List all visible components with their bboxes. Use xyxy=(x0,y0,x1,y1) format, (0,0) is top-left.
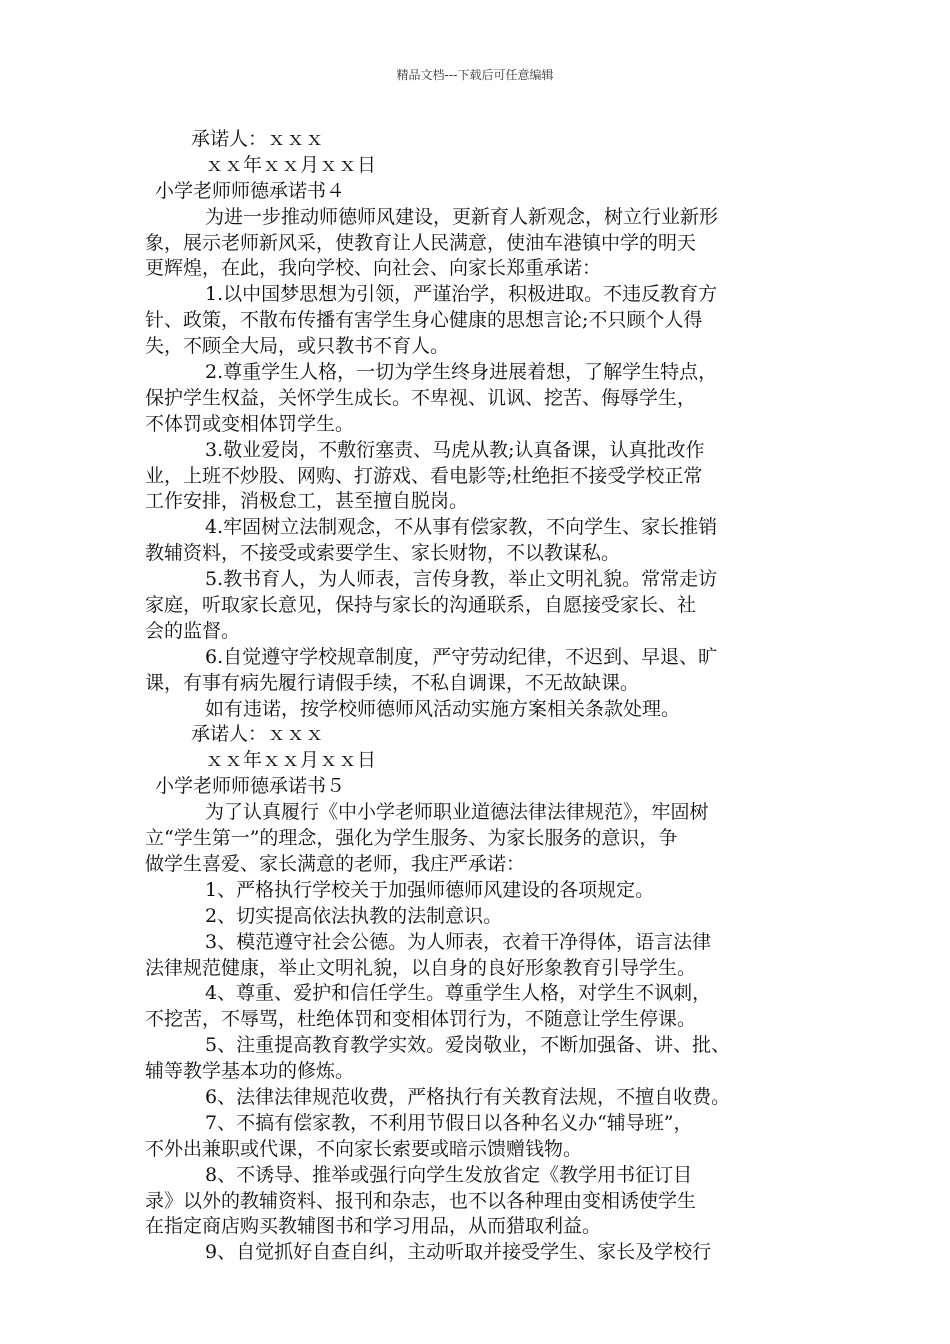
list-item-line: 5、注重提高教育教学实效。爱岗敬业，不断加强备、讲、批、 xyxy=(205,1034,731,1057)
paragraph-line: 辅等教学基本功的修炼。 xyxy=(145,1060,355,1083)
list-item-line: 4、尊重、爱护和信任学生。尊重学生人格，对学生不讽刺， xyxy=(205,982,712,1005)
paragraph-line: 会的监督。 xyxy=(145,619,241,642)
list-item-line: 4.牢固树立法制观念，不从事有偿家教，不向学生、家长推销 xyxy=(205,516,718,539)
list-item-line: 6、法律法律规范收费，严格执行有关教育法规，不擅自收费。 xyxy=(205,1085,731,1108)
list-item-line: 2.尊重学生人格，一切为学生终身进展着想，了解学生特点， xyxy=(205,361,718,384)
paragraph-line: 课，有事有病先履行请假手续，不私自调课，不无故缺课。 xyxy=(145,671,640,694)
paragraph-line: 做学生喜爱、家长满意的老师，我庄严承诺： xyxy=(145,852,526,875)
signer-line: 承诺人：ｘｘｘ xyxy=(191,723,325,746)
paragraph-line: 教辅资料，不接受或索要学生、家长财物，不以教谋私。 xyxy=(145,542,621,565)
paragraph-line: 家庭，听取家长意见，保持与家长的沟通联系，自愿接受家长、社 xyxy=(145,594,697,617)
paragraph-line: 业，上班不炒股、网购、打游戏、看电影等;杜绝拒不接受学校正常 xyxy=(145,464,703,487)
list-item-line: 1.以中国梦思想为引领，严谨治学，积极进取。不违反教育方 xyxy=(205,283,718,306)
list-item-line: 1、严格执行学校关于加强师德师风建设的各项规定。 xyxy=(205,878,655,901)
list-item-line: 7、不搞有偿家教，不利用节假日以各种名义办“辅导班”， xyxy=(205,1111,693,1134)
date-line: ｘｘ年ｘｘ月ｘｘ日 xyxy=(205,153,377,176)
paragraph-line: 为进一步推动师德师风建设，更新育人新观念，树立行业新形 xyxy=(205,205,719,228)
paragraph-line: 为了认真履行《中小学老师职业道德法律法律规范》，牢固树 xyxy=(205,801,709,824)
paragraph-line: 更辉煌，在此，我向学校、向社会、向家长郑重承诺： xyxy=(145,257,602,280)
paragraph-line: 象，展示老师新风采，使教育让人民满意，使油车港镇中学的明天 xyxy=(145,231,697,254)
document-body xyxy=(145,127,825,1266)
paragraph-line: 不挖苦，不辱骂，杜绝体罚和变相体罚行为，不随意让学生停课。 xyxy=(145,1008,697,1031)
list-item-line: 3、模范遵守社会公德。为人师表，衣着干净得体，语言法律 xyxy=(205,930,712,953)
list-item-line: 9、自觉抓好自查自纠，主动听取并接受学生、家长及学校行 xyxy=(205,1241,712,1264)
section-title: 小学老师师德承诺书５ xyxy=(155,775,346,798)
paragraph-line: 法律规范健康，举止文明礼貌，以自身的良好形象教育引导学生。 xyxy=(145,956,697,979)
paragraph-line: 保护学生权益，关怀学生成长。不卑视、讥讽、挖苦、侮辱学生， xyxy=(145,386,697,409)
list-item-line: 8、不诱导、推举或强行向学生发放省定《教学用书征订目 xyxy=(205,1163,693,1186)
date-line: ｘｘ年ｘｘ月ｘｘ日 xyxy=(205,749,377,772)
paragraph-line: 针、政策，不散布传播有害学生身心健康的思想言论;不只顾个人得 xyxy=(145,309,703,332)
page-header: 精品文档---下载后可任意编辑 xyxy=(396,68,554,82)
list-item-line: 3.敬业爱岗，不敷衍塞责、马虎从教;认真备课，认真批改作 xyxy=(205,438,705,461)
paragraph-line: 工作安排，消极怠工，甚至擅自脱岗。 xyxy=(145,490,469,513)
paragraph-line: 失，不顾全大局，或只教书不育人。 xyxy=(145,335,450,358)
signer-line: 承诺人：ｘｘｘ xyxy=(191,128,325,150)
list-item-line: 6.自觉遵守学校规章制度，严守劳动纪律，不迟到、早退、旷 xyxy=(205,645,718,668)
paragraph-line: 如有违诺，按学校师德师风活动实施方案相关条款处理。 xyxy=(205,697,681,720)
paragraph-line: 在指定商店购买教辅图书和学习用品，从而猎取利益。 xyxy=(145,1215,602,1238)
paragraph-line: 立“学生第一”的理念，强化为学生服务、为家长服务的意识，争 xyxy=(145,827,678,850)
list-item-line: 5.教书育人，为人师表，言传身教，举止文明礼貌。常常走访 xyxy=(205,568,718,591)
paragraph-line: 不体罚或变相体罚学生。 xyxy=(145,412,355,435)
section-title: 小学老师师德承诺书４ xyxy=(155,179,346,202)
paragraph-line: 录》以外的教辅资料、报刊和杂志，也不以各种理由变相诱使学生 xyxy=(145,1189,697,1212)
paragraph-line: 不外出兼职或代课，不向家长索要或暗示馈赠钱物。 xyxy=(145,1137,583,1160)
list-item-line: 2、切实提高依法执教的法制意识。 xyxy=(205,904,503,927)
